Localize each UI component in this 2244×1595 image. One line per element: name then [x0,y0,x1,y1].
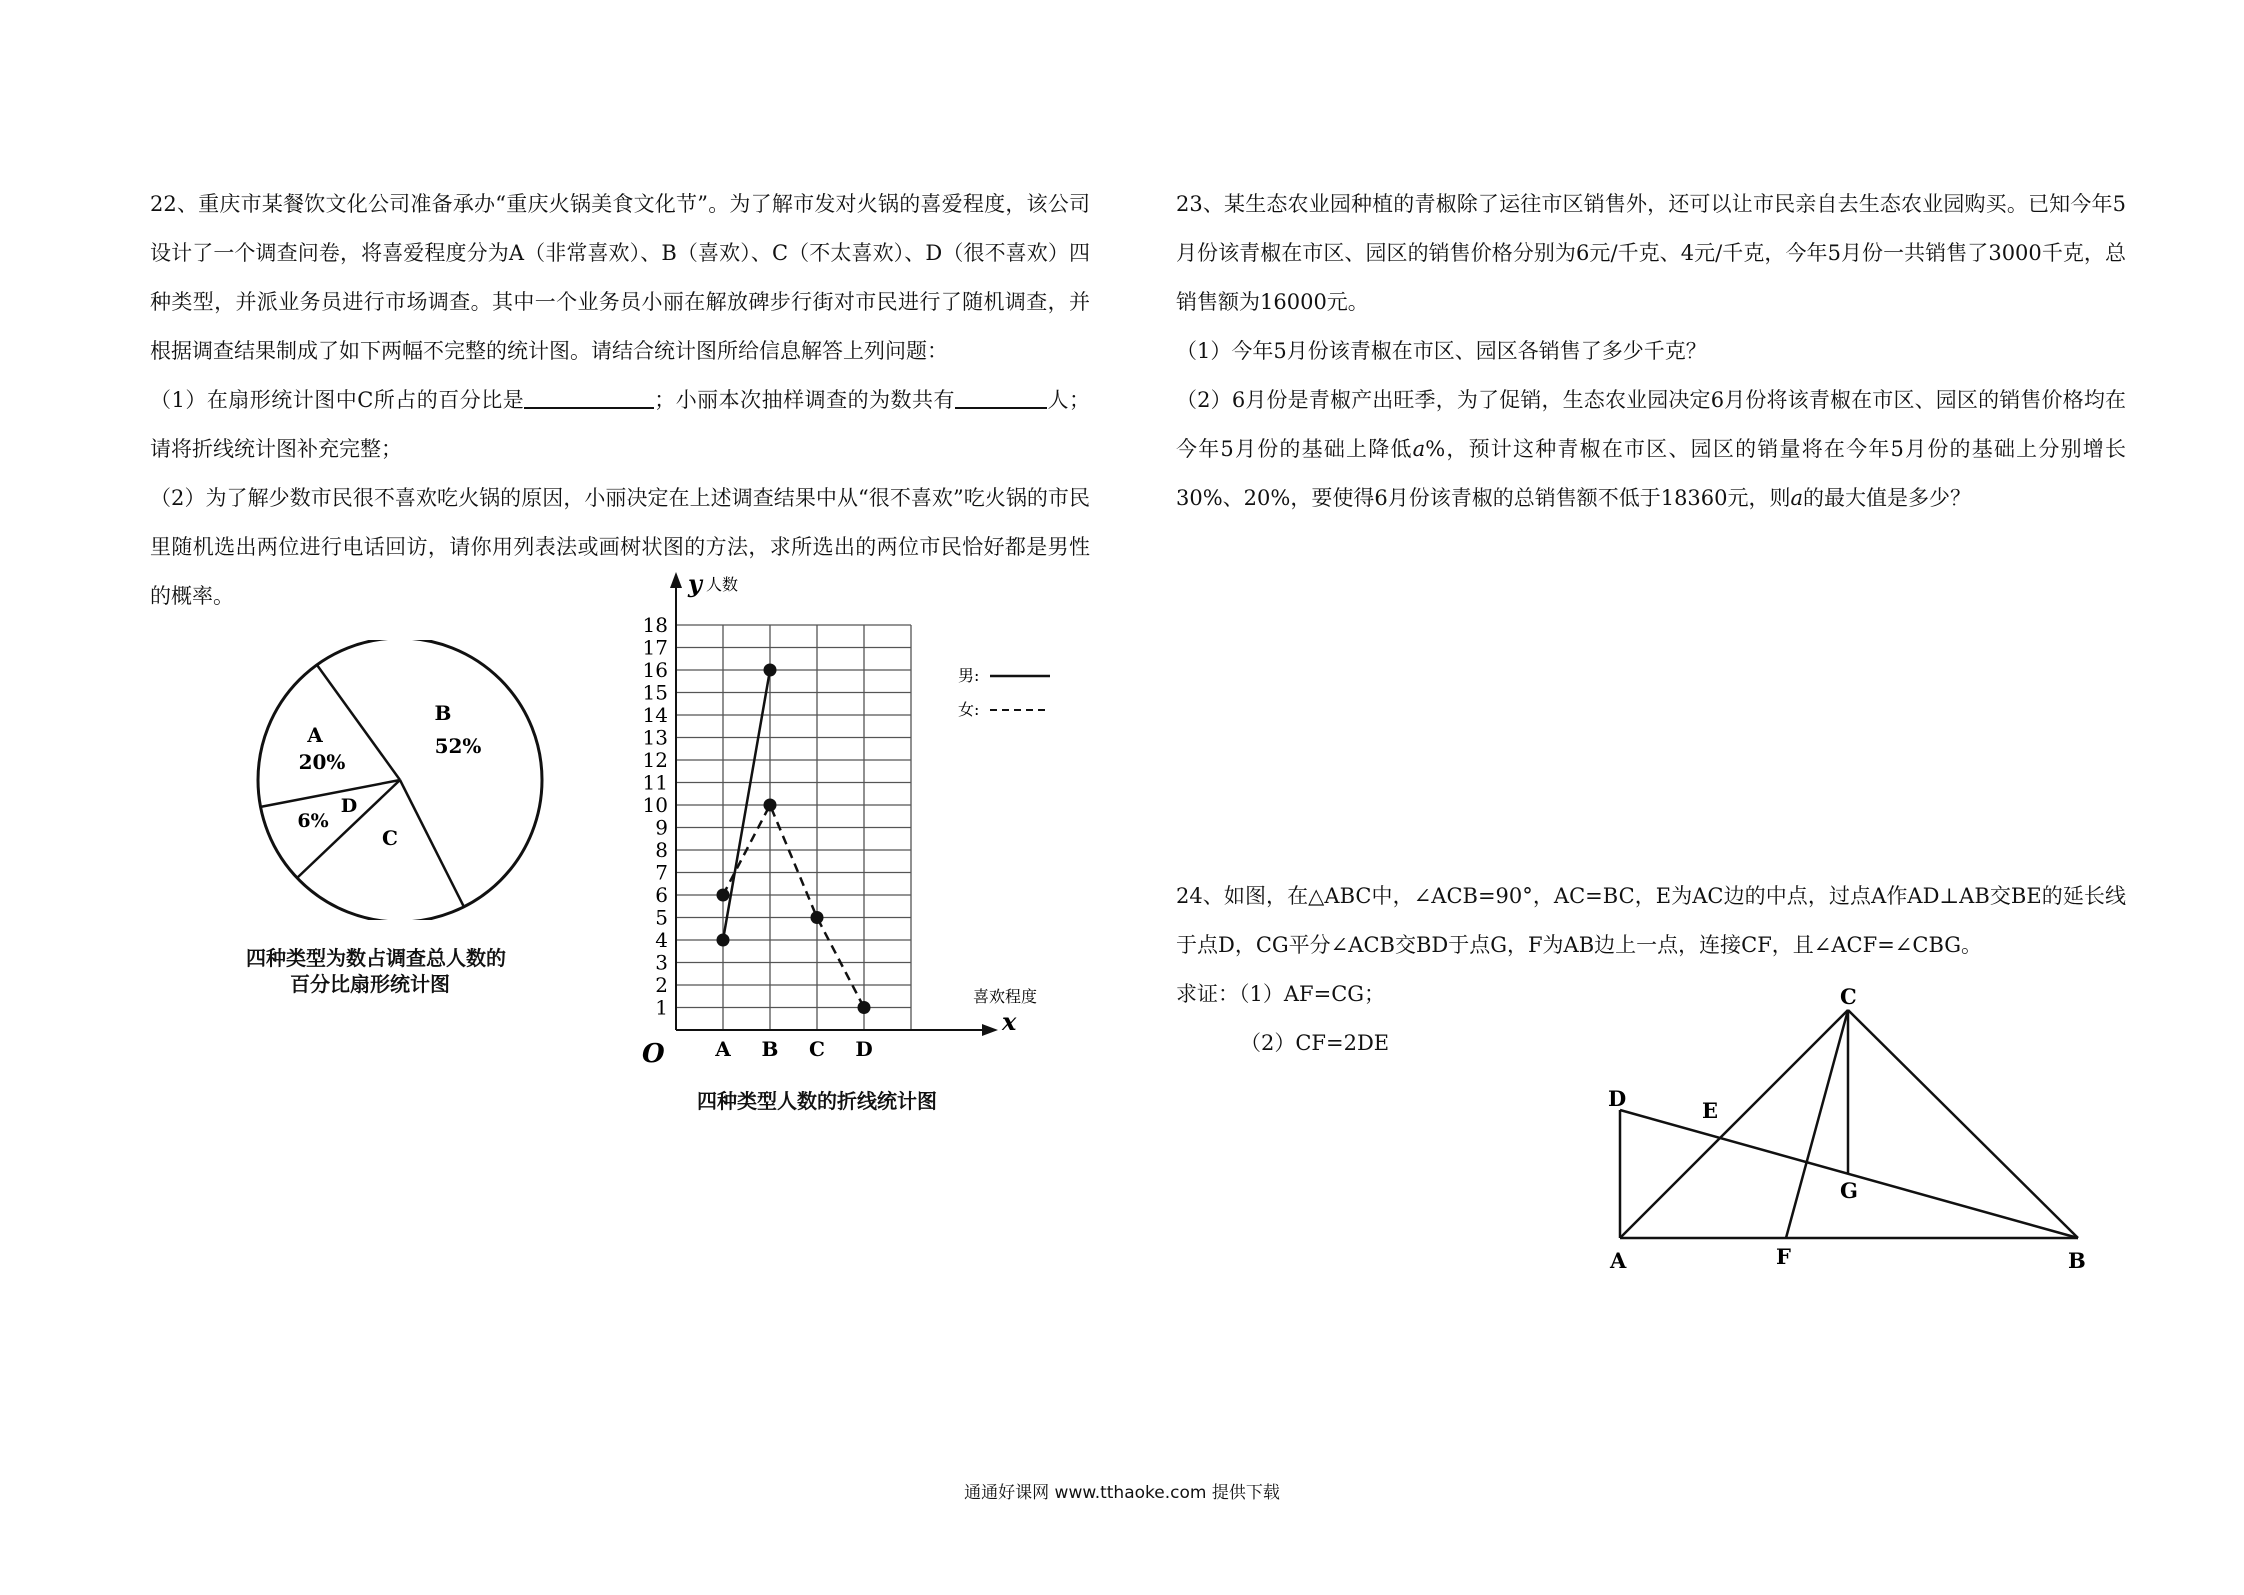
variable-a: a [1412,437,1426,461]
q23-part2-text-a: （2）6月份是青椒产出旺季，为了促销，生态农业园决定6月份将该青椒在市区、园区的销售价格均在今年5月份的基础上降低 [1176,388,2126,461]
origin-label: O [642,1039,665,1069]
y-tick-label: 2 [655,973,668,997]
x-tick-label: C [809,1037,825,1061]
point-label-c: C [1840,984,1857,1009]
y-tick-label: 10 [642,793,668,817]
segment-ac [1620,1010,1848,1238]
q22-part1 [150,376,1090,474]
question-22 [150,180,1090,621]
line-chart [630,570,1100,1070]
pie-label-a: A [307,723,323,747]
segment-cf [1786,1010,1848,1238]
variable-a: a [1790,486,1804,510]
q23-part2 [1176,376,2126,523]
q22-part2: （2）为了解少数市民很不喜欢吃火锅的原因，小丽决定在上述调查结果中从“很不喜欢”吃火锅的市民里随机选出两位进行电话回访，请你用列表法或画树状图的方法，求所选出的两位市民恰好都是男性的概率。 [150,486,1090,608]
x-tick-labels [714,1037,872,1061]
x-axis-var: x [1002,1007,1017,1036]
point-label-f: F [1776,1244,1791,1269]
y-tick-label: 12 [642,748,668,772]
y-axis-unit: 人数 [706,575,739,594]
pie-label-b: B [434,701,452,725]
question-23 [1176,180,2126,523]
q23-part1: （1）今年5月份该青椒在市区、园区各销售了多少千克？ [1176,339,1707,363]
pie-divider-bc [400,780,464,907]
point-label-a: A [1610,1248,1627,1273]
pie-divider-da [260,780,400,807]
legend-label-male: 男: [958,666,980,685]
y-tick-label: 6 [655,883,668,907]
y-tick-label: 3 [655,950,668,975]
y-axis-arrow [670,572,682,588]
answer-blank-2[interactable] [955,381,1047,409]
point-label-e: E [1702,1098,1719,1123]
data-point [858,1001,871,1014]
q22-part1-text-a: （1）在扇形统计图中C所占的百分比是 [150,388,525,412]
data-point [764,664,777,677]
y-tick-label: 1 [655,995,668,1020]
x-axis-arrow [982,1024,998,1036]
series-line-female [723,805,864,1008]
segment-bc [1848,1010,2078,1238]
legend-label-female: 女: [958,700,980,719]
pie-label-d: D [340,795,358,817]
q22-part1-text-c: 人；请将折线统计图补充完整； [150,388,1091,461]
geometry-figure [1590,980,2120,1280]
q24-proof-1: 求证：（1）AF=CG； [1176,982,1386,1006]
page-footer: 通通好课网 www.tthaoke.com 提供下载 [964,1483,1280,1503]
y-tick-label: 18 [642,613,668,637]
y-tick-labels [643,613,668,1020]
point-label-b: B [2068,1248,2086,1273]
pie-label-b-pct: 52% [434,734,482,758]
chart-grid [676,625,911,1030]
q22-part1-text-b: ；小丽本次抽样调查的为数共有 [654,388,956,412]
q23-part2-text-c: 的最大值是多少？ [1803,486,1972,510]
y-tick-label: 4 [655,928,668,952]
x-axis-unit: 喜欢程度 [973,987,1038,1006]
point-label-g: G [1840,1178,1858,1203]
y-tick-label: 7 [655,860,668,885]
chart-series [717,664,871,1015]
data-point [811,911,824,924]
x-tick-label: B [761,1037,779,1061]
line-chart-caption: 四种类型人数的折线统计图 [697,1089,937,1113]
y-tick-label: 14 [642,703,668,727]
pie-label-a-pct: 20% [298,750,346,774]
x-tick-label: A [715,1037,731,1061]
pie-caption-line2: 百分比扇形统计图 [290,972,450,996]
q23-statement: 23、某生态农业园种植的青椒除了运往市区销售外，还可以让市民亲自去生态农业园购买。已知今年5月份该青椒在市区、园区的销售价格分别为6元/千克、4元/千克，今年5月份一共销售了3000千克，总销售额为16000元。 [1176,192,2126,314]
data-point [764,799,777,812]
y-tick-label: 17 [642,635,668,660]
y-tick-label: 11 [642,770,668,795]
y-tick-label: 15 [642,680,668,705]
data-point [717,934,730,947]
q22-statement: 22、重庆市某餐饮文化公司准备承办“重庆火锅美食文化节”。为了解市发对火锅的喜爱程度，该公司设计了一个调查问卷，将喜爱程度分为A（非常喜欢）、B（喜欢）、C（不太喜欢）、D（很不喜欢）四种类型，并派业务员进行市场调查。其中一个业务员小丽在解放碑步行街对市民进行了随机调查，并根据调查结果制成了如下两幅不完整的统计图。请结合统计图所给信息解答上列问题： [150,192,1090,363]
chart-axes [670,572,998,1036]
y-tick-label: 8 [655,838,668,862]
q23-part2-text-b: %，预计这种青椒在市区、园区的销量将在今年5月份的基础上分别增长30%、20%，要使得6月份该青椒的总销售额不低于18360元，则 [1176,437,2126,510]
y-tick-label: 16 [642,658,668,682]
data-point [717,889,730,902]
y-tick-label: 13 [642,725,668,750]
pie-chart [240,640,560,920]
chart-legend [958,666,1050,719]
q24-statement: 24、如图，在△ABC中，∠ACB=90°，AC=BC，E为AC边的中点，过点A作AD⊥AB交BE的延长线于点D，CG平分∠ACB交BD于点G，F为AB边上一点，连接CF，且∠ACF=∠CBG。 [1176,884,2126,957]
pie-label-c: C [382,826,398,850]
pie-caption-line1: 四种类型为数占调查总人数的 [246,946,506,970]
answer-blank-1[interactable] [524,381,654,409]
y-axis-var: y [688,570,702,598]
y-tick-label: 9 [655,815,668,840]
q24-proof-2: （2）CF=2DE [1240,1031,1390,1055]
x-tick-label: D [855,1037,873,1061]
y-tick-label: 5 [655,905,668,930]
pie-label-d-pct: 6% [297,810,329,832]
point-label-d: D [1608,1086,1627,1111]
